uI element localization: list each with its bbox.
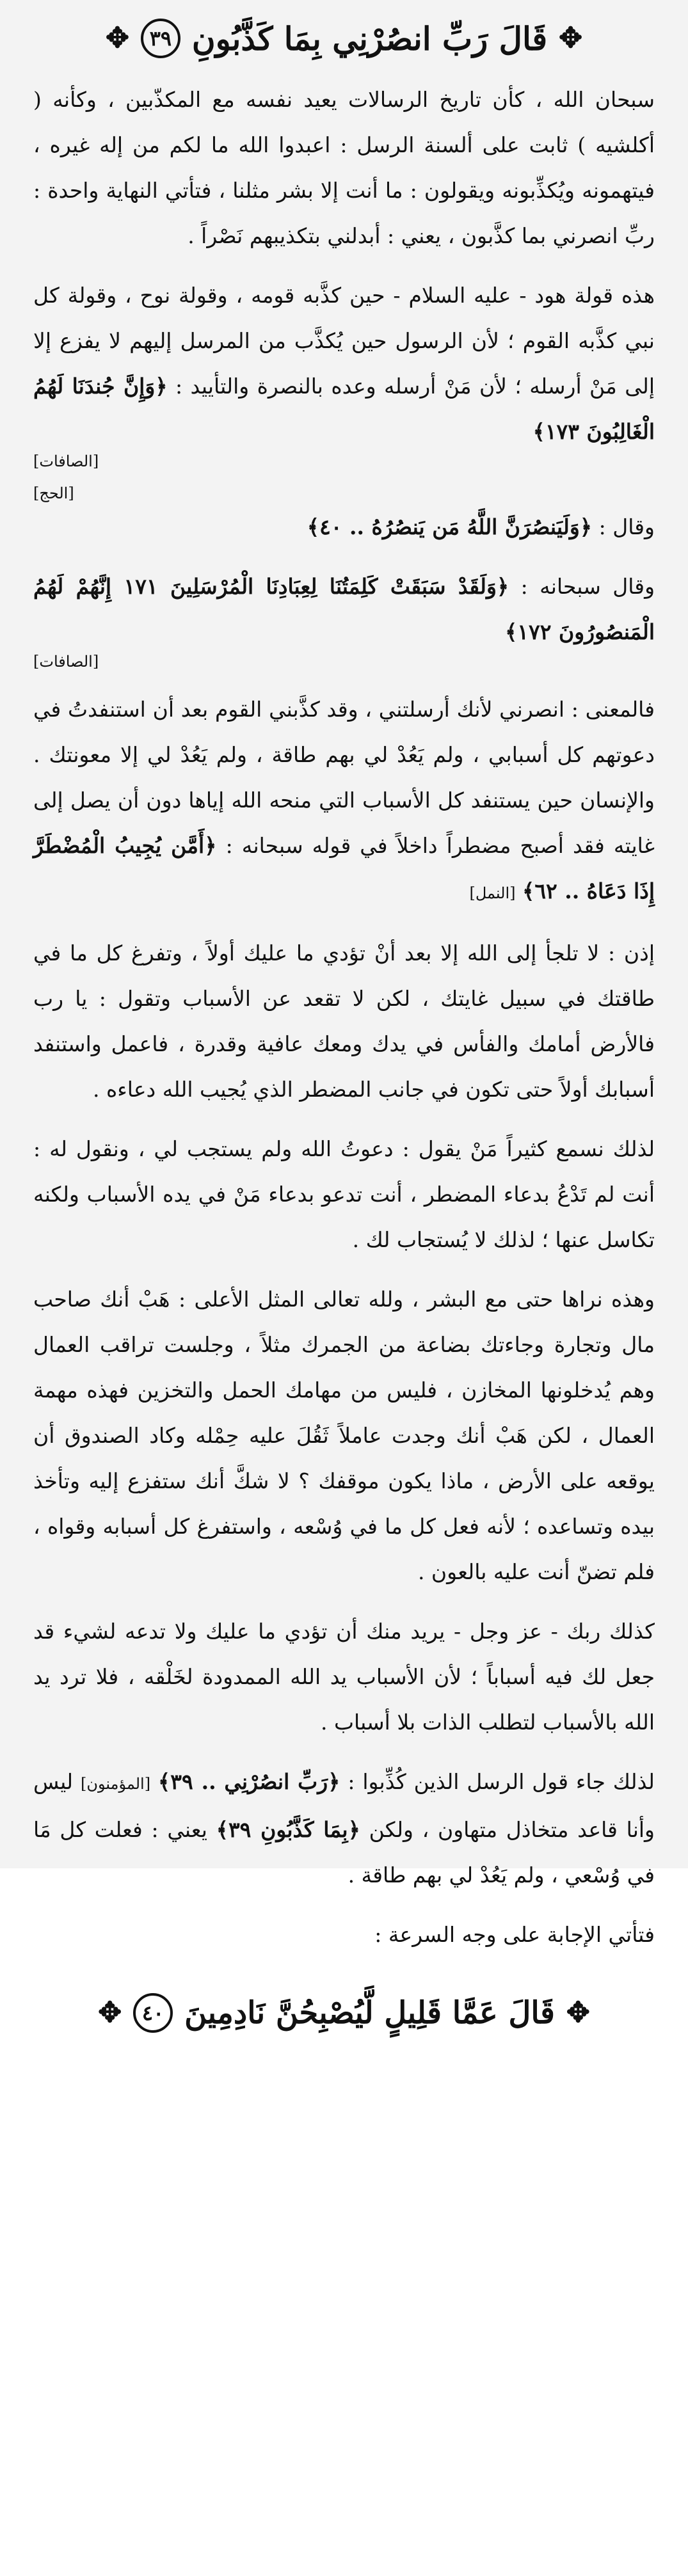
paragraph-text: فالمعنى : انصرني لأنك أرسلتني ، وقد كذَّبني القوم بعد أن استنفدتُ في دعوتهم كل أسبابي ، ولم يَعُدْ لي بهم طاقة ، ولم يَعُدْ لي إلا معونتك . والإنسان حين يستنفد كل الأسباب التي منحه الله إياها دون أن يصل إلى غايته فقد أصبح مضطراً داخلاً في قوله سبحانه : [33,697,655,858]
paragraph-text: ليس وأنا قاعد متخاذل متهاون ، ولكن [33,1769,655,1842]
verse-header-text: قَالَ رَبِّ انصُرْنِي بِمَا كَذَّبُونِ [191,19,548,58]
quran-quote: ﴿وَلَقَدْ سَبَقَتْ كَلِمَتُنَا لِعِبَادِنَا الْمُرْسَلِينَ ١٧١ إِنَّهُمْ لَهُمُ الْمَنصُورُونَ ١٧٢﴾ [33,574,655,644]
paragraph-6 [33,930,655,1112]
paragraph-1 [33,77,655,258]
surah-reference: [الصافات] [33,452,99,470]
paragraph-text: إذن : لا تلجأ إلى الله إلا بعد أنْ تؤدي ما عليك أولاً ، وتفرغ كل ما في طاقتك في سبيل غايتك ، لكن لا تقعد عن الأسباب وتقول : يا رب فالأرض أمامك والفأس في يدك ومعك عافية وقدرة ، فاعمل واستنفد أسبابك أولاً حتى تكون في جانب المضطر الذي يُجيب الله دعاءه . [33,941,655,1102]
verse-number-badge: ٣٩ [141,19,180,58]
paragraph-2 [33,273,655,472]
paragraph-text: وهذه نراها حتى مع البشر ، ولله تعالى المثل الأعلى : هَبْ أنك صاحب مال وتجارة وجاءتك بضاعة من الجمرك مثلاً ، وجلست تراقب العمال وهم يُدخلونها المخازن ، فليس من مهامك الحمل والتخزين فهذه مهمة العمال ، لكن هَبْ أنك وجدت عاملاً ثَقُلَ عليه حِمْله وكاد الصندوق أن يوقعه على الأرض ، ماذا يكون موقفك ؟ لا شكَّ أنك ستفزع إليه وتأخذ بيده وتساعده ؛ لأنه فعل كل ما في وُسْعه ، واستفرغ كل أسبابه وقواه ، فلم تضنّ أنت عليه بالعون . [33,1287,655,1584]
verse-header [33,0,655,77]
verse-header-text: قَالَ عَمَّا قَلِيلٍ لَّيُصْبِحُنَّ نَادِمِينَ [184,1995,555,2031]
paragraph-text: كذلك ربك - عز وجل - يريد منك أن تؤدي ما عليك ولا تدعه لشيء قد جعل لك فيه أسباباً ؛ لأن الأسباب يد الله الممدودة لخَلْقه ، فلا ترد يد الله بالأسباب لتطلب الذات بلا أسباب . [33,1619,655,1735]
paragraph-4 [33,564,655,672]
paragraph-3 [33,482,655,550]
quran-quote: ﴿أَمَّن يُجِيبُ الْمُضْطَرَّ إِذَا دَعَاهُ .. ٦٢﴾ [33,833,655,903]
quran-quote: ﴿رَبِّ انصُرْنِي .. ٣٩﴾ [157,1769,340,1794]
paragraph-text: وقال سبحانه : [520,574,655,599]
paragraph-7 [33,1126,655,1262]
paragraph-8 [33,1276,655,1594]
paragraph-text: سبحان الله ، كأن تاريخ الرسالات يعيد نفسه مع المكذّبين ، وكأنه ( أكلشيه ) ثابت على ألسنة الرسل : اعبدوا الله ما لكم من إله غيره ، فيتهمونه ويُكذِّبونه ويقولون : ما أنت إلا بشر مثلنا ، فتأتي النهاية واحدة : ربِّ انصرني بما كذَّبون ، يعني : أبدلني بتكذيبهم نَصْراً . [33,87,655,248]
paragraph-10 [33,1759,655,1898]
verse-number-badge: ٤٠ [133,1993,173,2033]
quran-quote: ﴿بِمَا كَذَّبُونِ ٣٩﴾ [216,1817,360,1842]
paragraph-text: وقال : [598,514,655,539]
quran-quote: ﴿وَلَيَنصُرَنَّ اللَّهُ مَن يَنصُرُهُ .. ٤٠﴾ [307,514,593,539]
surah-reference: [النمل] [469,884,516,902]
ornament-left-icon: ✥ [98,1996,122,2029]
commentary-body [33,77,655,1957]
ornament-right-icon: ✥ [566,1996,590,2029]
paragraph-9 [33,1609,655,1745]
paragraph-text: هذه قولة هود - عليه السلام - حين كذَّبه قومه ، وقولة نوح ، وقولة كل نبي كذَّبه القوم ؛ لأن الرسول حين يُكذَّب من المرسل إليهم لا يفزع إلا إلى مَنْ أرسله ؛ لأن مَنْ أرسله وعده بالنصرة والتأييد : [33,283,655,399]
paragraph-text: يعني : فعلت كل مَا في وُسْعي ، ولم يَعُدْ لي بهم طاقة . [33,1817,655,1888]
surah-reference: [الصافات] [33,653,99,671]
ornament-right-icon: ✥ [559,22,582,54]
surah-reference: [المؤمنون] [80,1775,151,1793]
paragraph-text: فتأتي الإجابة على وجه السرعة : [374,1922,655,1947]
next-verse-header [33,1971,655,2055]
paragraph-text: لذلك نسمع كثيراً مَنْ يقول : دعوتُ الله ولم يستجب لي ، ونقول له : أنت لم تَدْعُ بدعاء المضطر ، أنت تدعو بدعاء مَنْ في يده الأسباب ولكنه تكاسل عنها ؛ لذلك لا يُستجاب لك . [33,1136,655,1252]
quran-quote: ﴿وَإِنَّ جُندَنَا لَهُمُ الْغَالِبُونَ ١٧٣﴾ [33,374,655,444]
ornament-left-icon: ✥ [106,22,129,54]
paragraph-text: لذلك جاء قول الرسل الذين كُذِّبوا : [348,1769,655,1794]
surah-reference: [الحج] [33,484,74,502]
paragraph-5 [33,687,655,916]
paragraph-11 [33,1912,655,1957]
